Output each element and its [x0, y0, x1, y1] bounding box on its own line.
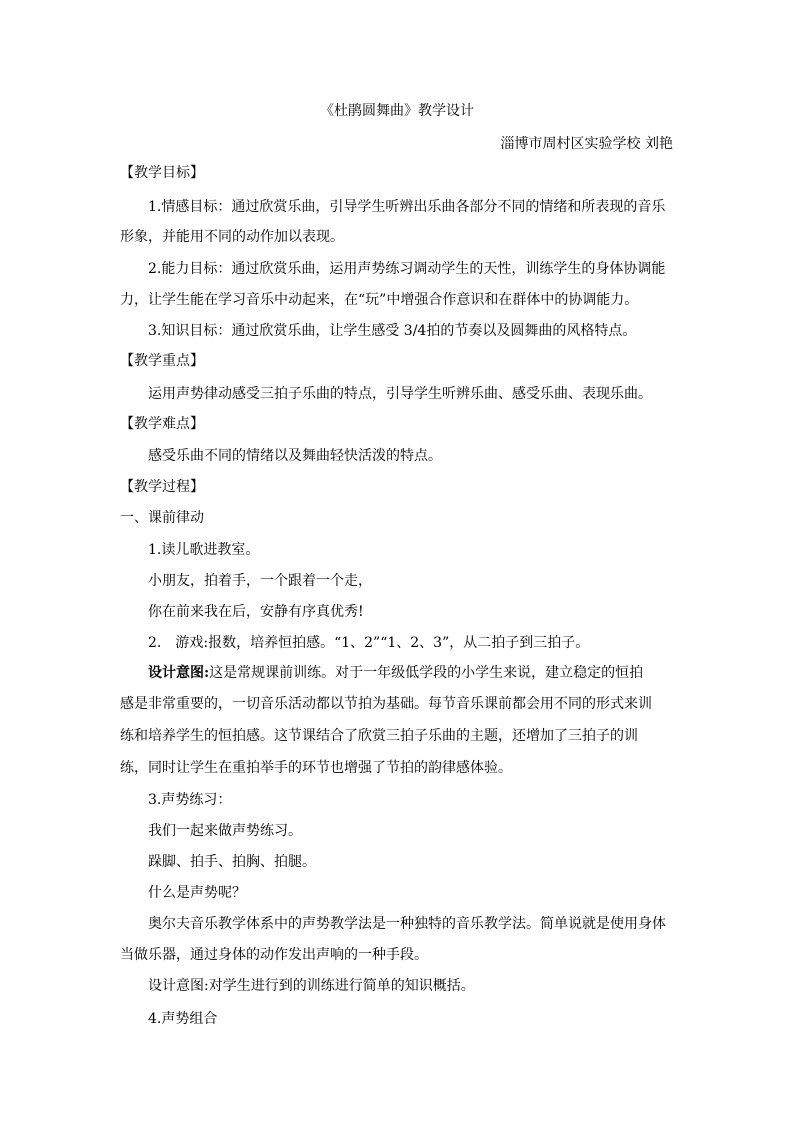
step-3-line-4a: 奥尔夫音乐教学体系中的声势教学法是一种独特的音乐教学法。简单说就是使用身体 [148, 916, 666, 932]
document-title: 《杜鹃圆舞曲》教学设计 [320, 103, 474, 119]
design-intent-1-line-1 [148, 663, 643, 683]
section-heading-process: 【教学过程】 [120, 479, 204, 495]
design-intent-1-line-2: 感是非常重要的，一切音乐活动都以节拍为基础。每节音乐课前都会用不同的形式来训 [120, 696, 652, 712]
step-3: 3.声势练习： [148, 792, 232, 808]
goal-2-line-1: 2.能力目标：通过欣赏乐曲，运用声势练习调动学生的天性，训练学生的身体协调能 [148, 261, 666, 277]
difficulty-text: 感受乐曲不同的情绪以及舞曲轻快活泼的特点。 [148, 448, 442, 464]
design-intent-label: 设计意图: [148, 665, 210, 681]
design-intent-1-line-3: 练和培养学生的恒拍感。这节课结合了欣赏三拍子乐曲的主题，还增加了三拍子的训 [120, 728, 638, 744]
step-2: 2. 游戏:报数，培养恒拍感。“1、2”“1、2、3”，从二拍子到三拍子。 [148, 635, 590, 651]
rhyme-line-1: 小朋友，拍着手，一个跟着一个走， [148, 573, 372, 589]
step-3-line-2: 跺脚、拍手、拍胸、拍腿。 [148, 854, 316, 870]
key-text: 运用声势律动感受三拍子乐曲的特点，引导学生听辨乐曲、感受乐曲、表现乐曲。 [148, 386, 652, 402]
design-intent-1-text: 这是常规课前训练。对于一年级低学段的小学生来说，建立稳定的恒拍 [209, 665, 644, 681]
step-3-line-3: 什么是声势呢？ [148, 885, 246, 901]
goal-1-line-1: 1.情感目标：通过欣赏乐曲，引导学生听辨出乐曲各部分不同的情绪和所表现的音乐 [148, 199, 666, 215]
step-1: 1.读儿歌进教室。 [148, 542, 260, 558]
section-heading-goals: 【教学目标】 [120, 165, 204, 181]
design-intent-1-line-4: 练，同时让学生在重拍举手的环节也增强了节拍的韵律感体验。 [120, 760, 512, 776]
step-4: 4.声势组合 [148, 1011, 218, 1027]
goal-3-line: 3.知识目标：通过欣赏乐曲，让学生感受 3/4拍的节奏以及圆舞曲的风格特点。 [148, 323, 637, 339]
design-intent-2: 设计意图:对学生进行到的训练进行简单的知识概括。 [148, 978, 475, 994]
section-heading-difficulty: 【教学难点】 [120, 416, 204, 432]
goal-1-line-2: 形象，并能用不同的动作加以表现。 [120, 229, 344, 245]
author-line: 淄博市周村区实验学校 刘艳 [500, 136, 673, 152]
step-3-line-1: 我们一起来做声势练习。 [148, 823, 302, 839]
rhyme-line-2: 你在前来我在后，安静有序真优秀! [148, 604, 364, 620]
goal-2-line-2: 力，让学生能在学习音乐中动起来，在“玩”中增强合作意识和在群体中的协调能力。 [120, 292, 639, 308]
part-1-heading: 一、课前律动 [120, 510, 204, 526]
section-heading-key: 【教学重点】 [120, 353, 204, 369]
step-3-line-4b: 当做乐器，通过身体的动作发出声响的一种手段。 [120, 947, 428, 963]
